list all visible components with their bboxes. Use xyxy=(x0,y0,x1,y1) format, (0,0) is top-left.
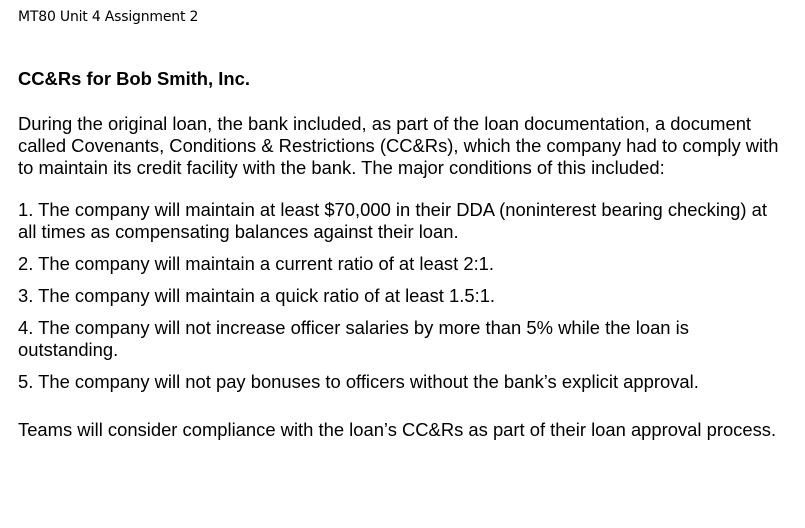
conditions-list xyxy=(18,199,788,393)
document-header xyxy=(18,8,198,26)
list-item: 5. The company will not pay bonuses to officers without the bank’s explicit approval. xyxy=(18,371,699,392)
course-title: MT80 Unit 4 Assignment 2 xyxy=(18,9,199,25)
list-item: 4. The company will not increase officer salaries by more than 5% while the loan is outstanding. xyxy=(18,317,689,360)
document-title: CC&Rs for Bob Smith, Inc. xyxy=(18,68,250,89)
list-item: 3. The company will maintain a quick ratio of at least 1.5:1. xyxy=(18,285,496,306)
intro-paragraph: During the original loan, the bank included, as part of the loan documentation, a document called Covenants, Conditions & Restrictions (CC&Rs), which the company had to comply with to maintain its credit facility with the bank. The major conditions of this included: xyxy=(18,113,779,178)
closing-paragraph: Teams will consider compliance with the loan’s CC&Rs as part of their loan approval process. xyxy=(18,419,777,440)
list-item: 1. The company will maintain at least $70,000 in their DDA (noninterest bearing checking) at all times as compensating balances against their loan. xyxy=(18,199,767,242)
document-body xyxy=(18,68,788,441)
list-item: 2. The company will maintain a current ratio of at least 2:1. xyxy=(18,253,495,274)
